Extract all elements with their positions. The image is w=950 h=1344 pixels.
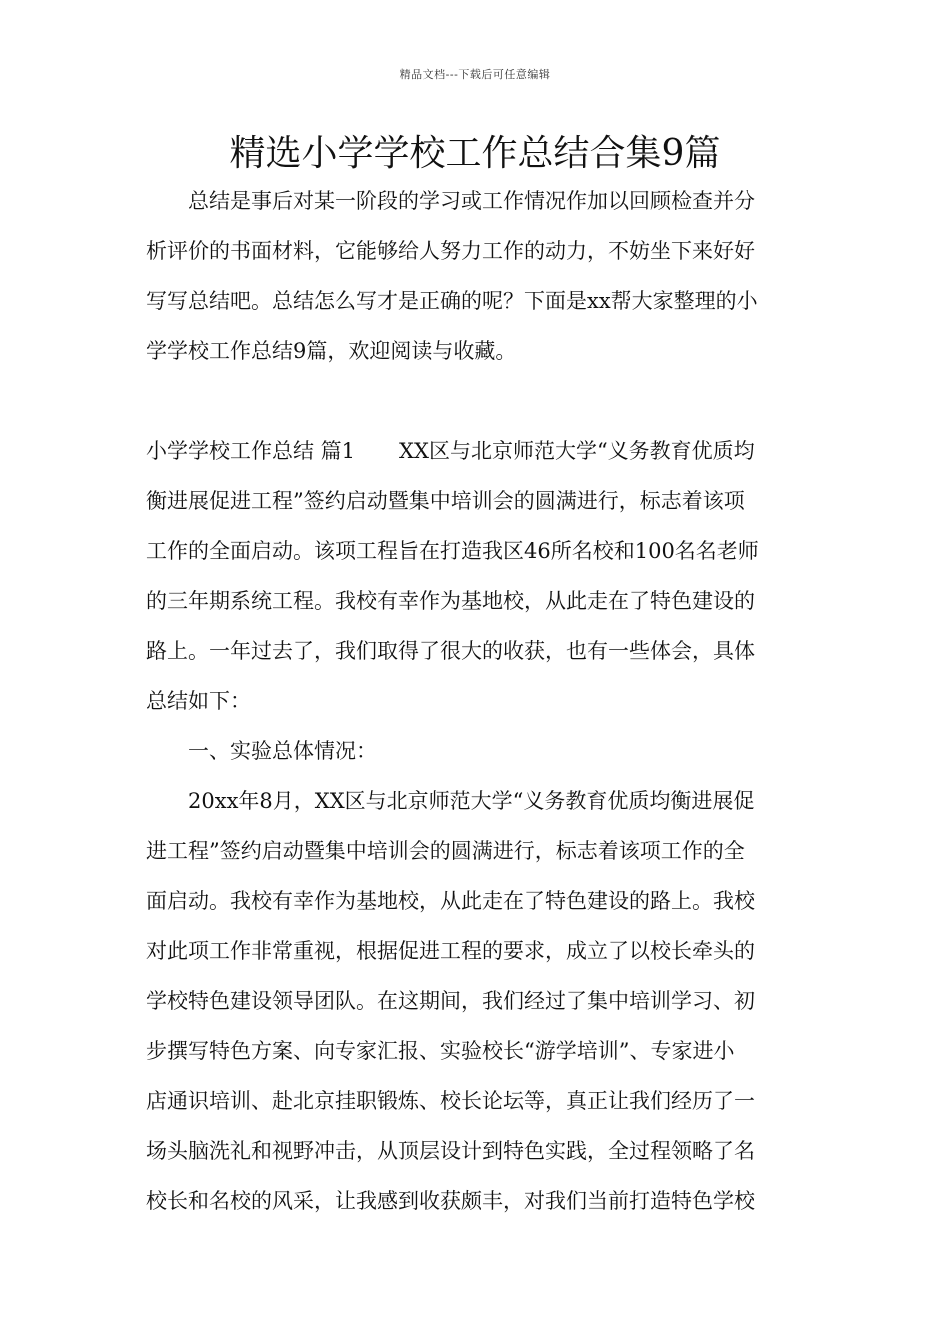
intro-line: 学学校工作总结9篇，欢迎阅读与收藏。 — [146, 339, 517, 363]
section-1-para-line: 店通识培训、赴北京挂职锻炼、校长论坛等，真正让我们经历了一 — [146, 1089, 755, 1113]
section-1-para-line: 学校特色建设领导团队。在这期间，我们经过了集中培训学习、初 — [146, 989, 755, 1013]
section-1 — [146, 426, 808, 1226]
intro-line: 总结是事后对某一阶段的学习或工作情况作加以回顾检查并分 — [188, 189, 755, 213]
section-1-heading: 小学学校工作总结 篇1 — [146, 439, 356, 463]
intro-line: 析评价的书面材料，它能够给人努力工作的动力，不妨坐下来好好 — [146, 239, 755, 263]
section-1-para-line: 20xx年8月，XX区与北京师范大学“义务教育优质均衡进展促 — [188, 789, 755, 813]
section-1-subheading: 一、实验总体情况： — [188, 739, 377, 763]
section-1-first-line — [146, 426, 808, 476]
section-1-para-line: 校长和名校的风采，让我感到收获颇丰，对我们当前打造特色学校 — [146, 1189, 755, 1213]
intro-line: 写写总结吧。总结怎么写才是正确的呢？下面是xx帮大家整理的小 — [146, 289, 758, 313]
section-1-line: 工作的全面启动。该项工程旨在打造我区46所名校和100名名老师 — [146, 539, 759, 563]
section-1-first-line-text: XX区与北京师范大学“义务教育优质均 — [399, 439, 755, 463]
section-1-para-line: 面启动。我校有幸作为基地校，从此走在了特色建设的路上。我校 — [146, 889, 755, 913]
section-1-para-line: 场头脑洗礼和视野冲击，从顶层设计到特色实践，全过程领略了名 — [146, 1139, 755, 1163]
section-1-para-line: 进工程”签约启动暨集中培训会的圆满进行，标志着该项工作的全 — [146, 839, 745, 863]
section-1-para-line: 步撰写特色方案、向专家汇报、实验校长“游学培训”、专家进小 — [146, 1039, 735, 1063]
section-1-line: 路上。一年过去了，我们取得了很大的收获，也有一些体会，具体 — [146, 639, 755, 663]
intro-paragraph — [146, 176, 808, 376]
section-1-para-line: 对此项工作非常重视，根据促进工程的要求，成立了以校长牵头的 — [146, 939, 755, 963]
document-title: 精选小学学校工作总结合集9篇 — [229, 133, 721, 174]
section-1-line: 的三年期系统工程。我校有幸作为基地校，从此走在了特色建设的 — [146, 589, 755, 613]
section-1-line: 总结如下： — [146, 689, 251, 713]
section-1-line: 衡进展促进工程”签约启动暨集中培训会的圆满进行，标志着该项 — [146, 489, 745, 513]
header-note: 精品文档---下载后可任意编辑 — [399, 68, 551, 81]
